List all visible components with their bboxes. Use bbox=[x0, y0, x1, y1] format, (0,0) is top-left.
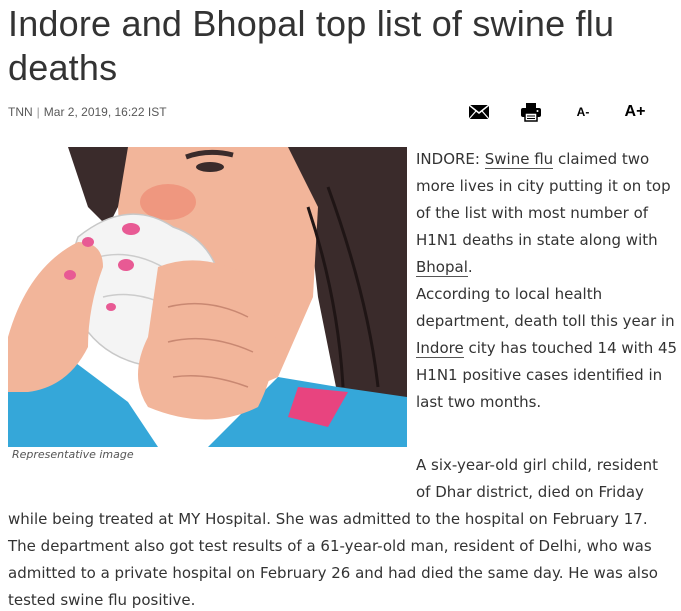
email-button[interactable] bbox=[453, 100, 505, 124]
paragraph-1 bbox=[416, 146, 678, 281]
sneezing-woman-illustration bbox=[8, 147, 407, 447]
swine-flu-link[interactable]: Swine flu bbox=[484, 150, 554, 168]
paragraph-1-end: . bbox=[467, 258, 473, 276]
article-headline: Indore and Bhopal top list of swine flu deaths bbox=[8, 3, 615, 88]
paragraph-1-text: claimed two more lives in city putting it on top of the list with most number of H1N1 deaths in state along with bbox=[416, 150, 671, 249]
printer-icon bbox=[521, 102, 541, 122]
font-increase-button[interactable]: A+ bbox=[624, 103, 646, 120]
byline-date: Mar 2, 2019, 16:22 IST bbox=[43, 105, 167, 119]
paragraph-2 bbox=[416, 281, 678, 416]
byline bbox=[8, 105, 167, 119]
indore-link[interactable]: Indore bbox=[416, 339, 464, 357]
bhopal-link[interactable]: Bhopal bbox=[416, 258, 468, 276]
byline-source: TNN bbox=[8, 105, 33, 119]
article-body-right-column bbox=[416, 146, 678, 416]
image-caption: Representative image bbox=[12, 448, 134, 461]
article-meta bbox=[8, 100, 661, 124]
article-image bbox=[8, 147, 407, 447]
print-button[interactable] bbox=[505, 100, 557, 124]
dateline: INDORE: bbox=[416, 150, 480, 168]
paragraph-3-line-1: A six-year-old girl child, resident bbox=[416, 456, 658, 474]
paragraph-3-rest: while being treated at MY Hospital. She was admitted to the hospital on February 17. The department also got test results of a 61-year-old man, resident of Delhi, who was admitted to a private hospital on February 26 and had died the same day. He was also tested swine flu positive. bbox=[8, 510, 658, 609]
paragraph-2-text-end: city has touched 14 with 45 H1N1 positive cases identified in last two months. bbox=[416, 339, 678, 411]
byline-separator: | bbox=[36, 105, 40, 119]
paragraph-3-line-2: of Dhar district, died on Friday bbox=[416, 483, 644, 501]
paragraph-3 bbox=[8, 452, 678, 611]
article-tools bbox=[453, 100, 661, 124]
paragraph-2-text-start: According to local health department, death toll this year in bbox=[416, 285, 675, 330]
font-decrease-button[interactable]: A- bbox=[576, 105, 590, 119]
mail-icon bbox=[469, 105, 489, 119]
